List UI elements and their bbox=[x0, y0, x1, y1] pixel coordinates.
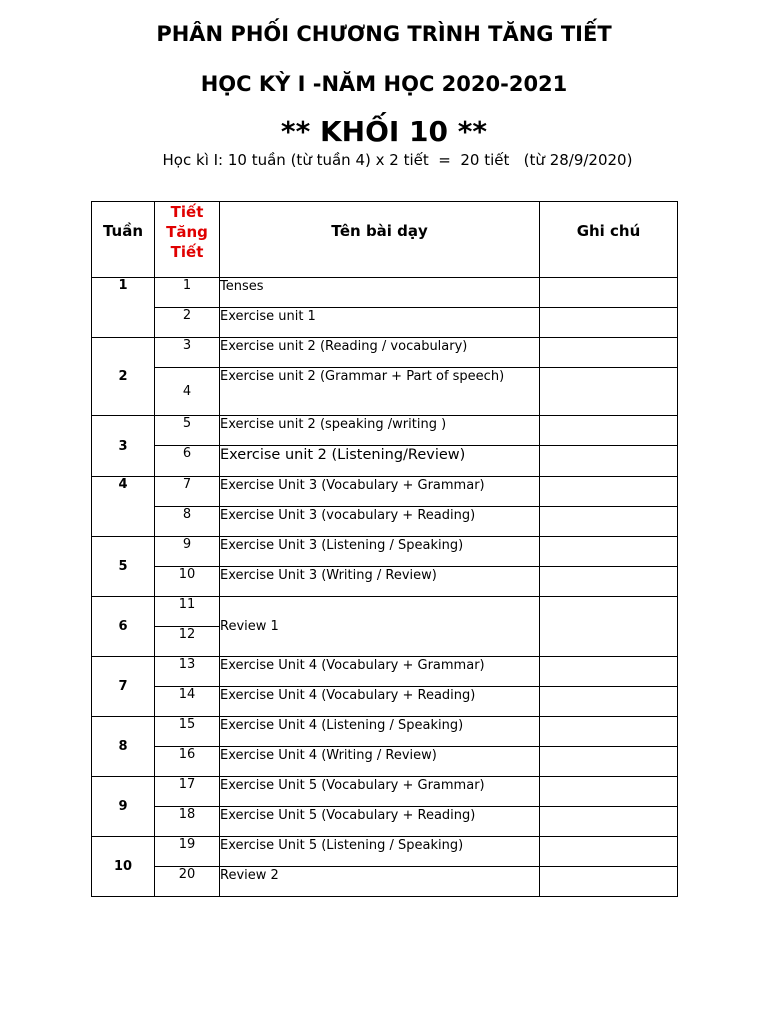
table-row bbox=[92, 867, 678, 897]
lesson-cell: Exercise unit 2 (Grammar + Part of speech) bbox=[220, 368, 540, 416]
table-row bbox=[92, 507, 678, 537]
week-cell: 4 bbox=[92, 477, 155, 537]
period-cell: 19 bbox=[155, 837, 220, 867]
table-row bbox=[92, 368, 678, 416]
document-title: PHÂN PHỐI CHƯƠNG TRÌNH TĂNG TIẾT bbox=[156, 22, 612, 46]
column-header-period-line2: Tăng bbox=[166, 223, 208, 241]
period-cell: 18 bbox=[155, 807, 220, 837]
week-cell: 6 bbox=[92, 597, 155, 657]
period-cell: 10 bbox=[155, 567, 220, 597]
note-cell bbox=[540, 368, 678, 416]
week-cell: 2 bbox=[92, 338, 155, 416]
note-cell bbox=[540, 338, 678, 368]
lesson-cell: Exercise unit 2 (Listening/Review) bbox=[220, 446, 540, 477]
lesson-cell: Exercise Unit 4 (Vocabulary + Reading) bbox=[220, 687, 540, 717]
lesson-cell: Exercise Unit 3 (Vocabulary + Grammar) bbox=[220, 477, 540, 507]
note-cell bbox=[540, 687, 678, 717]
table-row bbox=[92, 567, 678, 597]
table-row bbox=[92, 416, 678, 446]
week-cell: 5 bbox=[92, 537, 155, 597]
period-cell: 15 bbox=[155, 717, 220, 747]
period-cell: 3 bbox=[155, 338, 220, 368]
note-cell bbox=[540, 657, 678, 687]
note-cell bbox=[540, 278, 678, 308]
table-row bbox=[92, 747, 678, 777]
lesson-cell: Exercise Unit 5 (Listening / Speaking) bbox=[220, 837, 540, 867]
table-row bbox=[92, 807, 678, 837]
column-header-lesson: Tên bài dạy bbox=[220, 202, 540, 278]
week-cell: 1 bbox=[92, 278, 155, 338]
lesson-cell: Exercise Unit 3 (vocabulary + Reading) bbox=[220, 507, 540, 537]
table-row bbox=[92, 446, 678, 477]
note-cell bbox=[540, 597, 678, 657]
column-header-period-line1: Tiết bbox=[170, 203, 204, 221]
week-cell: 3 bbox=[92, 416, 155, 477]
table-row bbox=[92, 717, 678, 747]
period-cell: 6 bbox=[155, 446, 220, 477]
note-cell bbox=[540, 567, 678, 597]
table-row bbox=[92, 477, 678, 507]
week-cell: 10 bbox=[92, 837, 155, 897]
period-cell: 16 bbox=[155, 747, 220, 777]
week-cell: 8 bbox=[92, 717, 155, 777]
period-cell: 17 bbox=[155, 777, 220, 807]
period-cell: 11 bbox=[155, 597, 220, 627]
semester-title: HỌC KỲ I -NĂM HỌC 2020-2021 bbox=[200, 72, 568, 96]
period-cell: 12 bbox=[155, 627, 220, 657]
table-row bbox=[92, 837, 678, 867]
lesson-cell: Exercise Unit 4 (Writing / Review) bbox=[220, 747, 540, 777]
table-row bbox=[92, 308, 678, 338]
week-cell: 7 bbox=[92, 657, 155, 717]
period-cell: 5 bbox=[155, 416, 220, 446]
note-cell bbox=[540, 308, 678, 338]
column-header-week: Tuần bbox=[92, 202, 155, 278]
lesson-plan-table bbox=[91, 201, 678, 897]
note-cell bbox=[540, 446, 678, 477]
table-row bbox=[92, 657, 678, 687]
lesson-cell: Tenses bbox=[220, 278, 540, 308]
lesson-cell: Exercise unit 2 (speaking /writing ) bbox=[220, 416, 540, 446]
note-cell bbox=[540, 777, 678, 807]
note-cell bbox=[540, 537, 678, 567]
period-cell: 1 bbox=[155, 278, 220, 308]
lesson-cell: Exercise unit 2 (Reading / vocabulary) bbox=[220, 338, 540, 368]
lesson-cell: Review 1 bbox=[220, 597, 540, 657]
grade-title: ** KHỐI 10 ** bbox=[280, 115, 488, 148]
period-cell: 4 bbox=[155, 368, 220, 416]
period-cell: 20 bbox=[155, 867, 220, 897]
lesson-cell: Exercise unit 1 bbox=[220, 308, 540, 338]
note-cell bbox=[540, 747, 678, 777]
column-header-period bbox=[155, 202, 220, 278]
period-cell: 13 bbox=[155, 657, 220, 687]
period-cell: 14 bbox=[155, 687, 220, 717]
note-cell bbox=[540, 717, 678, 747]
lesson-cell: Exercise Unit 3 (Listening / Speaking) bbox=[220, 537, 540, 567]
lesson-cell: Exercise Unit 3 (Writing / Review) bbox=[220, 567, 540, 597]
period-cell: 9 bbox=[155, 537, 220, 567]
column-header-period-line3: Tiết bbox=[170, 243, 204, 261]
lesson-cell: Exercise Unit 5 (Vocabulary + Reading) bbox=[220, 807, 540, 837]
table-row bbox=[92, 687, 678, 717]
lesson-cell: Exercise Unit 4 (Listening / Speaking) bbox=[220, 717, 540, 747]
note-cell bbox=[540, 507, 678, 537]
note-cell bbox=[540, 837, 678, 867]
schedule-summary: Học kì I: 10 tuần (từ tuần 4) x 2 tiết = 20 tiết (từ 28/9/2020) bbox=[162, 151, 633, 169]
table-row bbox=[92, 537, 678, 567]
period-cell: 8 bbox=[155, 507, 220, 537]
lesson-cell: Exercise Unit 5 (Vocabulary + Grammar) bbox=[220, 777, 540, 807]
note-cell bbox=[540, 867, 678, 897]
table-row bbox=[92, 777, 678, 807]
table-header-row bbox=[92, 202, 678, 278]
lesson-cell: Exercise Unit 4 (Vocabulary + Grammar) bbox=[220, 657, 540, 687]
note-cell bbox=[540, 477, 678, 507]
table-row bbox=[92, 338, 678, 368]
week-cell: 9 bbox=[92, 777, 155, 837]
table-row bbox=[92, 278, 678, 308]
period-cell: 2 bbox=[155, 308, 220, 338]
note-cell bbox=[540, 416, 678, 446]
period-cell: 7 bbox=[155, 477, 220, 507]
note-cell bbox=[540, 807, 678, 837]
lesson-cell: Review 2 bbox=[220, 867, 540, 897]
column-header-note: Ghi chú bbox=[540, 202, 678, 278]
table-row bbox=[92, 597, 678, 627]
